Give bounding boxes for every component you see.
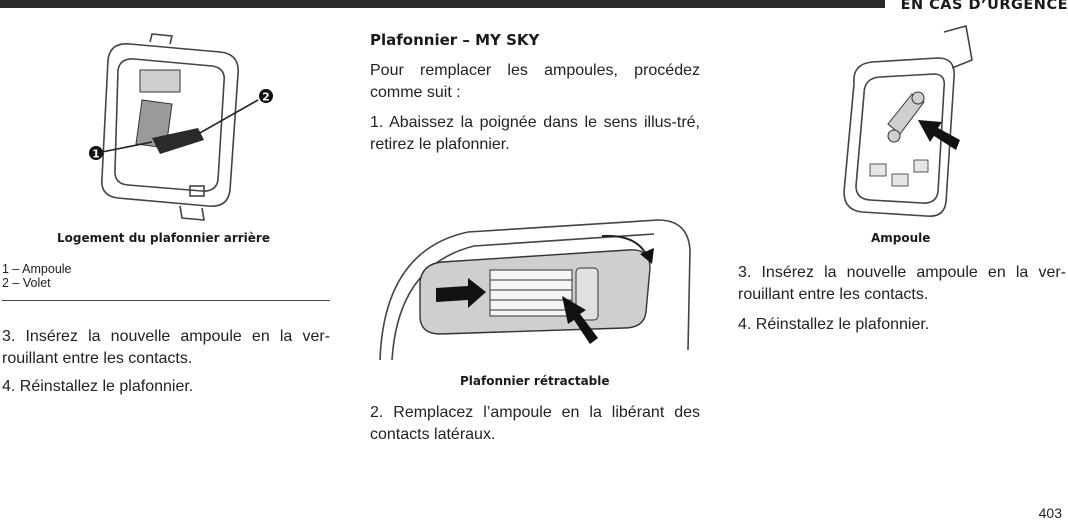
legend <box>2 262 72 290</box>
legend-item: 2 – Volet <box>2 276 51 290</box>
right-step-4: 4. Réinstallez le plafonnier. <box>738 316 930 333</box>
right-figure-caption: Ampoule <box>871 231 931 245</box>
left-figure-caption: Logement du plafonnier arrière <box>57 231 270 245</box>
callout-2: 2 <box>262 90 270 104</box>
left-step-4: 4. Réinstallez le plafonnier. <box>2 378 194 395</box>
bulb-illustration <box>826 24 976 224</box>
middle-step-1: 1. Abaissez la poignée dans le sens illus-tré, retirez le plafonnier. <box>370 114 700 153</box>
rear-dome-light-illustration <box>80 30 290 230</box>
left-step-3: 3. Insérez la nouvelle ampoule en la ver-rouillant entre les contacts. <box>2 328 330 367</box>
middle-step-2: 2. Remplacez l’ampoule en la libérant des contacts latéraux. <box>370 404 700 443</box>
callout-1: 1 <box>92 147 100 161</box>
legend-item: 1 – Ampoule <box>2 262 72 276</box>
right-step-3: 3. Insérez la nouvelle ampoule en la ver-rouillant entre les contacts. <box>738 264 1066 303</box>
page-number: 403 <box>1038 505 1062 521</box>
middle-figure-caption: Plafonnier rétractable <box>460 374 610 388</box>
intro-text: Pour remplacer les ampoules, procédez comme suit : <box>370 62 700 101</box>
retractable-dome-light-illustration <box>378 210 698 370</box>
header-bar <box>0 0 885 8</box>
section-heading: Plafonnier – MY SKY <box>370 31 540 49</box>
section-title: EN CAS D’URGENCE <box>900 0 1068 13</box>
legend-divider <box>2 300 330 301</box>
